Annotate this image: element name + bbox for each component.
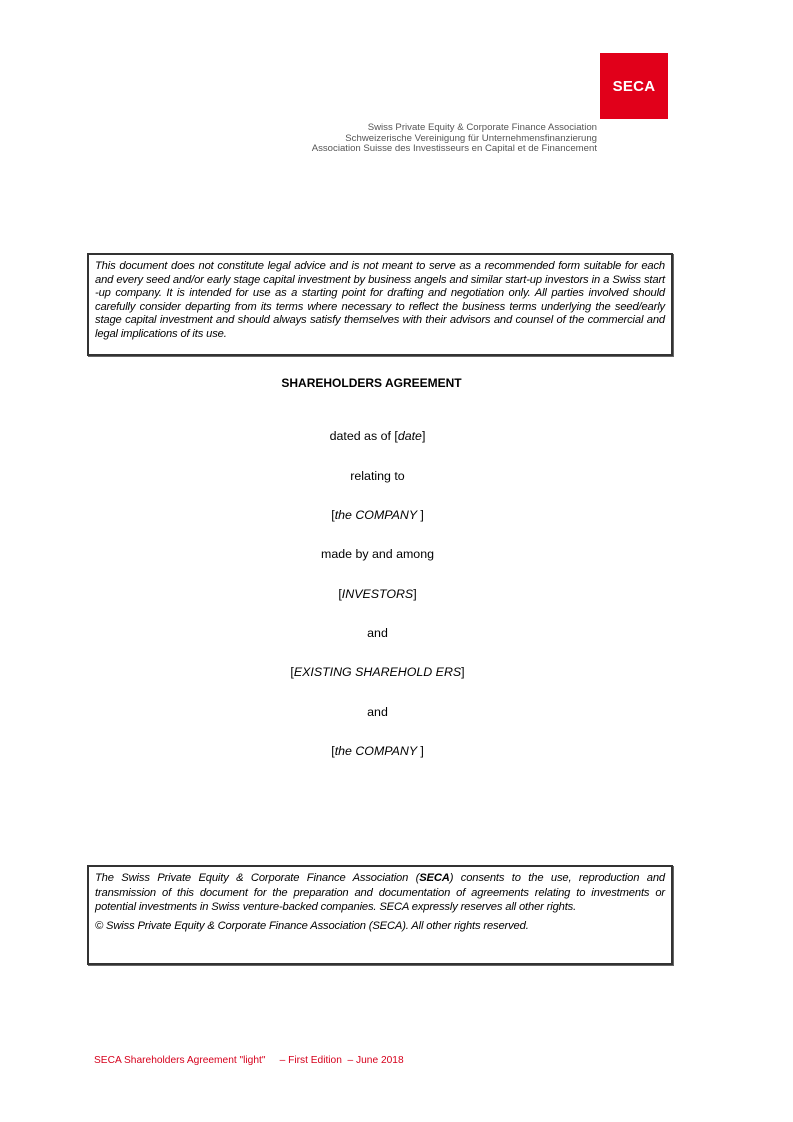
date-placeholder: date bbox=[397, 429, 422, 443]
company-line-2 bbox=[0, 744, 755, 758]
company-line-1 bbox=[0, 508, 755, 522]
association-names bbox=[300, 123, 597, 155]
copyright-text: © Swiss Private Equity & Corporate Finance Association (SECA). All other rights reserved. bbox=[95, 919, 529, 932]
existing-shareholders-line bbox=[0, 665, 755, 679]
bracket-close: ] bbox=[420, 508, 424, 522]
logo-text: SECA bbox=[612, 77, 656, 95]
rights-box bbox=[87, 865, 673, 965]
association-name-fr: Association Suisse des Investisseurs en Capital et de Financement bbox=[311, 143, 597, 154]
dated-suffix: ] bbox=[421, 429, 426, 443]
association-name-de: Schweizerische Vereinigung für Unternehmensfinanzierung bbox=[345, 132, 597, 144]
rights-text-seca: SECA bbox=[419, 872, 450, 884]
bracket-open: [ bbox=[331, 744, 335, 758]
bracket-close: ] bbox=[420, 744, 424, 758]
company-placeholder-2: the COMPANY bbox=[334, 744, 421, 758]
rights-text-after: ) consents to the use, reproduction and transmission of this document for the preparation and documentation of agreements relating to investments or potential investments in Swiss venture-backed companies. SECA expressly reserves all other rights. bbox=[95, 872, 665, 913]
page-footer: SECA Shareholders Agreement "light" – First Edition – June 2018 bbox=[94, 1055, 404, 1066]
company-placeholder-1: the COMPANY bbox=[334, 508, 421, 522]
and-line-2: and bbox=[367, 705, 388, 719]
relating-to-line: relating to bbox=[350, 469, 405, 483]
rights-text-before: The Swiss Private Equity & Corporate Finance Association ( bbox=[95, 872, 420, 884]
agreement-title: SHAREHOLDERS AGREEMENT bbox=[281, 376, 462, 390]
dated-line bbox=[0, 429, 755, 443]
rights-text bbox=[95, 871, 665, 915]
investors-placeholder: INVESTORS bbox=[341, 587, 414, 601]
disclaimer-box bbox=[87, 253, 673, 356]
bracket-open: [ bbox=[331, 508, 335, 522]
bracket-open: [ bbox=[290, 665, 294, 679]
and-line-1: and bbox=[367, 626, 388, 640]
bracket-open: [ bbox=[338, 587, 342, 601]
investors-line bbox=[0, 587, 755, 601]
bracket-close: ] bbox=[413, 587, 417, 601]
seca-logo bbox=[600, 53, 668, 119]
made-by-line: made by and among bbox=[321, 547, 434, 561]
bracket-close: ] bbox=[461, 665, 465, 679]
dated-prefix: dated as of [ bbox=[329, 429, 398, 443]
association-name-en: Swiss Private Equity & Corporate Finance Association bbox=[367, 122, 597, 133]
existing-shareholders-placeholder: EXISTING SHAREHOLD ERS bbox=[293, 665, 462, 679]
disclaimer-text: This document does not constitute legal advice and is not meant to serve as a recommended form suitable for each and every seed and/or early stage capital investment by business angels and similar start-up investors in a Swiss start -up company. It is intended for use as a starting point for drafting and negotiation only. All parties involved should carefully consider departing from its terms where necessary to reflect the business terms underlying the seed/early stage capital investment and should always satisfy themselves with their advisors and counsel of the commercial and legal implications of its use. bbox=[95, 260, 665, 340]
